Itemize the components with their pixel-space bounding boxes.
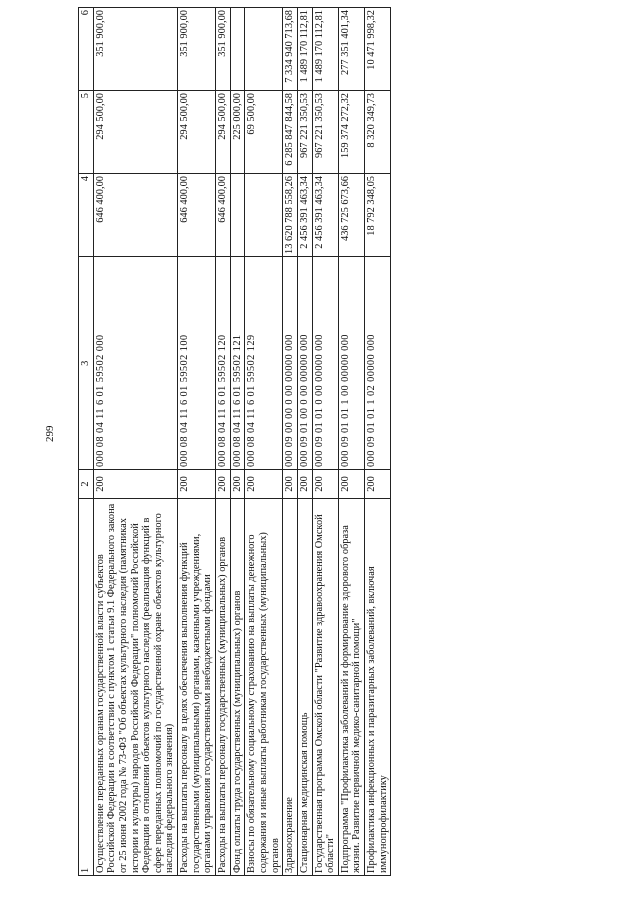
row-col6 [245,8,283,91]
row-col6 [230,8,245,91]
row-col4 [230,174,245,257]
row-classifier: 000 08 04 11 6 01 59502 100 [178,257,216,470]
header-col-4: 4 [79,174,94,257]
row-col4: 18 792 348,05 [365,174,391,257]
row-name: Профилактика инфекционных и паразитарных заболеваний, включая иммунопрофилактику [365,499,391,876]
row-col5: 294 500,00 [178,91,216,174]
table-row [245,8,283,876]
row-classifier: 000 08 04 11 6 01 59502 000 [93,257,177,470]
header-col-1: 1 [79,499,94,876]
row-col6: 351 900,00 [216,8,231,91]
row-name: Осуществление переданных органам государственной власти субъектов Российской Федерации в соответствии с пунктом 1 статьи 9.1 Федерального закона от 25 июня 2002 года № 73-ФЗ "Об объектах культурного наследия (памятниках истории и культуры) народов Российской Федерации" полномочий Российской Федерации в отношении объектов культурного наследия (реализация функций в сфере переданных полномочий по государственной охране объектов культурного наследия федерального значения) [93,499,177,876]
row-col4 [245,174,283,257]
row-code: 200 [365,470,391,499]
row-classifier: 000 09 01 01 1 02 00000 000 [365,257,391,470]
table-row [297,8,312,876]
row-col5: 294 500,00 [216,91,231,174]
budget-table-rotated [78,10,598,876]
table-row [93,8,177,876]
header-col-5: 5 [79,91,94,174]
row-col4: 13 620 788 558,26 [283,174,298,257]
row-col4: 646 400,00 [216,174,231,257]
page-number: 299 [44,425,56,442]
row-name: Расходы на выплаты персоналу государственных (муниципальных) органов [216,499,231,876]
row-col6: 1 489 170 112,81 [297,8,312,91]
row-code: 200 [93,470,177,499]
row-classifier: 000 08 04 11 6 01 59502 129 [245,257,283,470]
row-col4: 2 456 391 463,34 [297,174,312,257]
table-row [216,8,231,876]
row-code: 200 [297,470,312,499]
row-col6: 351 900,00 [178,8,216,91]
row-code: 200 [338,470,364,499]
row-code: 200 [216,470,231,499]
row-name: Расходы на выплаты персоналу в целях обеспечения выполнения функций государственными (муниципальными) органами, казенными учреждениями, органами управления государственными внебюджетными фондами [178,499,216,876]
row-name: Взносы по обязательному социальному страхованию на выплаты денежного содержания и иные выплаты работникам государственных (муниципальных) органов [245,499,283,876]
row-col5: 225 000,00 [230,91,245,174]
row-col6: 1 489 170 112,81 [312,8,338,91]
row-col6: 351 900,00 [93,8,177,91]
row-col5: 8 320 349,73 [365,91,391,174]
row-name: Фонд оплаты труда государственных (муниципальных) органов [230,499,245,876]
row-col4: 436 725 673,66 [338,174,364,257]
row-name: Здравоохранение [283,499,298,876]
row-col5: 967 221 350,53 [312,91,338,174]
row-col4: 2 456 391 463,34 [312,174,338,257]
header-col-6: 6 [79,8,94,91]
row-classifier: 000 09 01 01 1 00 00000 000 [338,257,364,470]
row-col5: 6 285 847 844,58 [283,91,298,174]
row-name: Стационарная медицинская помощь [297,499,312,876]
table-row [312,8,338,876]
row-classifier: 000 08 04 11 6 01 59502 120 [216,257,231,470]
row-code: 200 [312,470,338,499]
table-row [365,8,391,876]
row-classifier: 000 09 00 00 0 00 00000 000 [283,257,298,470]
row-code: 200 [230,470,245,499]
table-row [283,8,298,876]
header-col-2: 2 [79,470,94,499]
row-classifier: 000 09 01 01 0 00 00000 000 [312,257,338,470]
row-col5: 967 221 350,53 [297,91,312,174]
budget-table [78,7,391,876]
header-col-3: 3 [79,257,94,470]
table-row [338,8,364,876]
header-row [79,8,94,876]
row-col6: 277 351 401,34 [338,8,364,91]
row-classifier: 000 08 04 11 6 01 59502 121 [230,257,245,470]
row-name: Государственная программа Омской области "Развитие здравоохранения Омской области" [312,499,338,876]
row-col5: 159 374 272,32 [338,91,364,174]
row-col4: 646 400,00 [178,174,216,257]
table-row [178,8,216,876]
row-col6: 10 471 998,32 [365,8,391,91]
row-col4: 646 400,00 [93,174,177,257]
row-classifier: 000 09 01 00 0 00 00000 000 [297,257,312,470]
row-code: 200 [245,470,283,499]
table-row [230,8,245,876]
row-code: 200 [283,470,298,499]
row-col5: 69 500,00 [245,91,283,174]
row-col6: 7 334 940 713,68 [283,8,298,91]
row-col5: 294 500,00 [93,91,177,174]
row-name: Подпрограмма "Профилактика заболеваний и формирование здорового образа жизни. Развитие первичной медико-санитарной помощи" [338,499,364,876]
row-code: 200 [178,470,216,499]
